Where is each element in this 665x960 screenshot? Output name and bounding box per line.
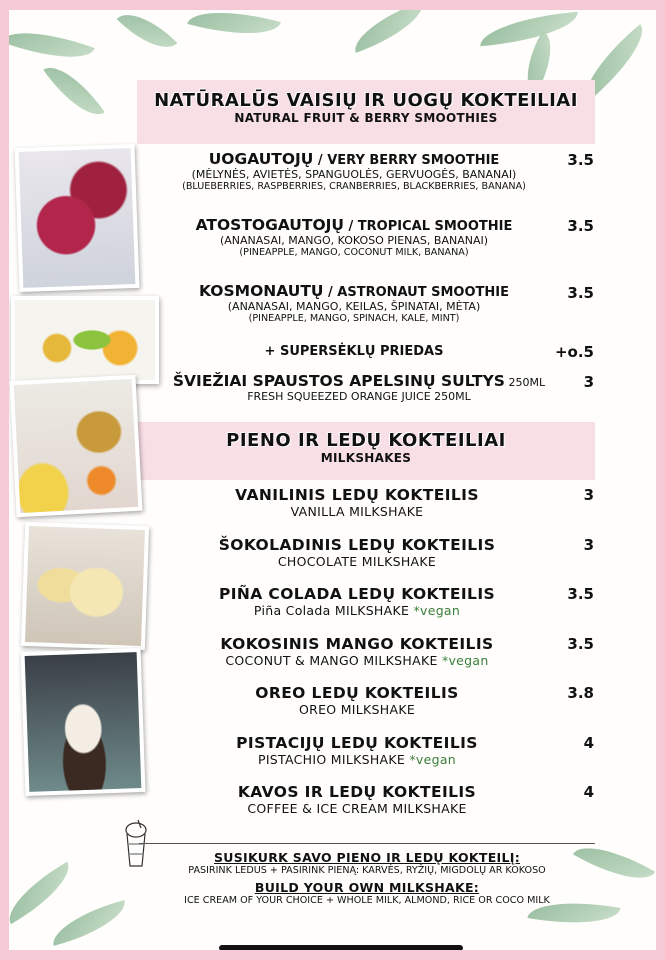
leaf-decoration: [187, 10, 281, 47]
berry-smoothie-photo: [15, 144, 140, 292]
milkshakes-header: [137, 422, 595, 480]
item-ingredients-en: (PINEAPPLE, MANGO, SPINACH, KALE, MINT): [248, 313, 460, 324]
juice-item: [149, 372, 569, 403]
addon-price: +o.5: [554, 343, 594, 361]
milkshake-item: [137, 585, 577, 618]
build-your-own-section: [139, 843, 595, 932]
item-name-en: / VERY BERRY SMOOTHIE: [313, 153, 500, 168]
leaf-decoration: [47, 900, 131, 946]
item-price: 3.5: [567, 284, 594, 302]
item-price: 3: [583, 486, 594, 504]
leaf-decoration: [9, 862, 80, 925]
footer-title-lt: SUSIKURK SAVO PIENO IR LEDŲ KOKTEILĮ:: [213, 850, 520, 865]
item-sub: PISTACHIO MILKSHAKE: [257, 752, 410, 767]
milkshake-item: [137, 684, 577, 717]
addon-label: + SUPERSĖKLŲ PRIEDAS: [264, 344, 444, 359]
smoothie-item: [159, 216, 549, 258]
item-ingredients: (ANANASAI, MANGO, KEILAS, ŠPINATAI, MĖTA): [227, 300, 481, 313]
juice-price: 3: [583, 373, 594, 391]
item-name: PIÑA COLADA LEDŲ KOKTEILIS: [218, 585, 496, 603]
item-price: 3.8: [567, 684, 594, 702]
item-price: 3.5: [567, 217, 594, 235]
green-smoothie-photo: [11, 296, 159, 384]
juice-name: ŠVIEŽIAI SPAUSTOS APELSINŲ SULTYS: [172, 372, 505, 390]
item-ingredients-en: (BLUEBERRIES, RASPBERRIES, CRANBERRIES, BLACKBERRIES, BANANA): [182, 181, 526, 192]
milkshake-item: [137, 635, 577, 668]
smoothie-item: [159, 282, 549, 324]
item-name: KAVOS IR LEDŲ KOKTEILIS: [237, 783, 477, 801]
home-indicator: [219, 945, 463, 950]
item-name-en: / ASTRONAUT SMOOTHIE: [323, 285, 509, 300]
vanilla-milkshake-photo: [21, 522, 149, 650]
item-sub: OREO MILKSHAKE: [298, 702, 416, 717]
addon-item: [159, 344, 549, 359]
item-sub: CHOCOLATE MILKSHAKE: [277, 554, 437, 569]
footer-text-en: ICE CREAM OF YOUR CHOICE + WHOLE MILK, ALMOND, RICE OR COCO MILK: [184, 895, 550, 906]
item-sub: Piña Colada MILKSHAKE: [253, 603, 414, 618]
milkshake-item: [137, 486, 577, 519]
vegan-tag: *vegan: [441, 653, 489, 668]
footer-text-lt: PASIRINK LEDUS + PASIRINK PIENĄ: KARVĖS, RYŽIŲ, MIGDOLŲ AR KOKOSO: [188, 865, 546, 876]
item-price: 3.5: [567, 151, 594, 169]
item-price: 3.5: [567, 585, 594, 603]
vegan-tag: *vegan: [409, 752, 457, 767]
leaf-decoration: [117, 10, 178, 61]
tropical-smoothie-photo: [10, 375, 143, 517]
item-price: 4: [583, 783, 594, 801]
item-name: ATOSTOGAUTOJŲ: [195, 216, 344, 234]
item-name: VANILINIS LEDŲ KOKTEILIS: [235, 486, 479, 504]
item-price: 3.5: [567, 635, 594, 653]
milkshake-item: [137, 783, 577, 816]
item-sub: VANILLA MILKSHAKE: [290, 504, 424, 519]
item-sub: COCONUT & MANGO MILKSHAKE: [225, 653, 442, 668]
smoothies-header: [137, 80, 595, 144]
smoothie-item: [159, 150, 549, 192]
vegan-tag: *vegan: [413, 603, 461, 618]
item-name: KOSMONAUTŲ: [198, 282, 324, 300]
item-ingredients-en: (PINEAPPLE, MANGO, COCONUT MILK, BANANA): [239, 247, 469, 258]
juice-size: 250ML: [504, 376, 546, 389]
milkshake-item: [137, 734, 577, 767]
item-price: 4: [583, 734, 594, 752]
smoothies-title-en: NATURAL FRUIT & BERRY SMOOTHIES: [234, 111, 498, 125]
leaf-decoration: [43, 55, 104, 127]
item-name-en: / TROPICAL SMOOTHIE: [344, 219, 513, 234]
item-name: KOKOSINIS MANGO KOKTEILIS: [220, 635, 494, 653]
menu-page: [9, 10, 656, 950]
item-price: 3: [583, 536, 594, 554]
milkshake-item: [137, 536, 577, 569]
item-name: UOGAUTOJŲ: [208, 150, 314, 168]
juice-sub: FRESH SQUEEZED ORANGE JUICE 250ML: [247, 390, 471, 403]
item-ingredients: (MĖLYNĖS, AVIETĖS, SPANGUOLĖS, GERVUOGĖS, BANANAI): [191, 168, 517, 181]
leaf-decoration: [478, 12, 580, 47]
item-name: ŠOKOLADINIS LEDŲ KOKTEILIS: [218, 536, 496, 554]
leaf-decoration: [9, 17, 95, 72]
item-ingredients: (ANANASAI, MANGO, KOKOSO PIENAS, BANANAI): [219, 234, 489, 247]
item-sub: COFFEE & ICE CREAM MILKSHAKE: [247, 801, 467, 816]
milkshakes-title-en: MILKSHAKES: [320, 451, 412, 465]
item-name: OREO LEDŲ KOKTEILIS: [255, 684, 459, 702]
oreo-milkshake-photo: [21, 648, 146, 796]
footer-title-en: BUILD YOUR OWN MILKSHAKE:: [254, 880, 480, 895]
milkshakes-title-lt: PIENO IR LEDŲ KOKTEILIAI: [226, 430, 506, 451]
leaf-decoration: [347, 10, 431, 53]
item-name: PISTACIJŲ LEDŲ KOKTEILIS: [236, 734, 478, 752]
smoothies-title-lt: NATŪRALŪS VAISIŲ IR UOGŲ KOKTEILIAI: [154, 90, 578, 111]
